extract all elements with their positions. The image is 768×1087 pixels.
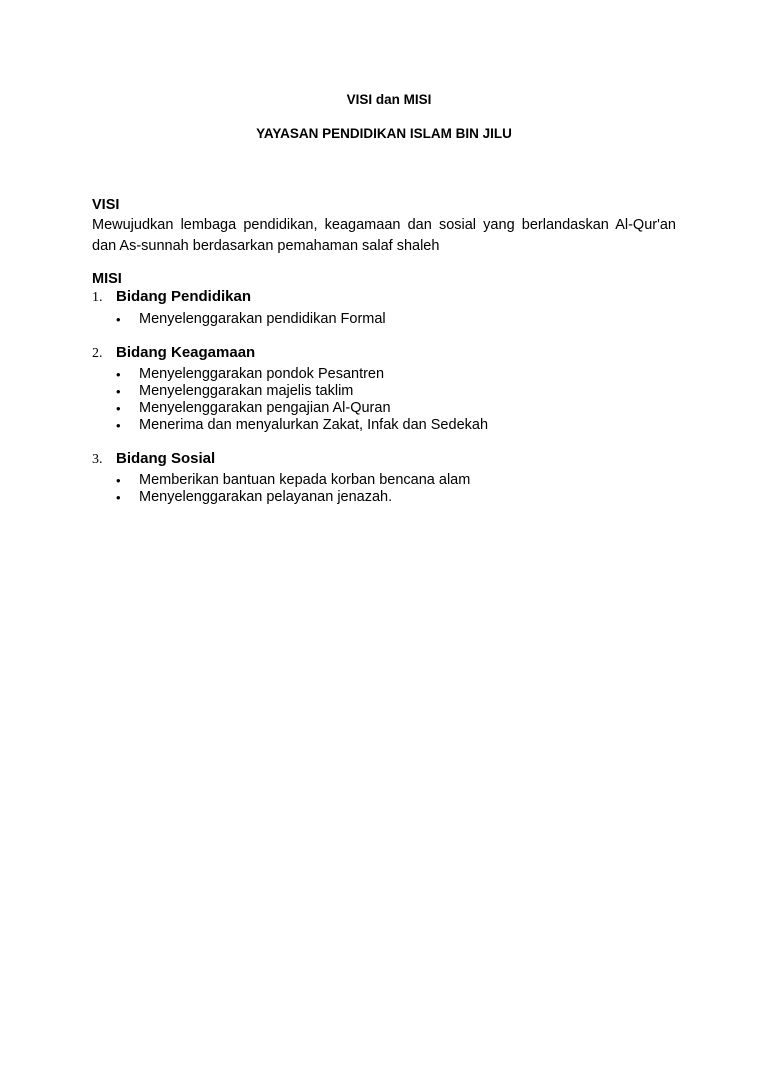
bullet-icon: • bbox=[116, 473, 121, 488]
bidang-keagamaan bbox=[92, 344, 692, 434]
list-item-text: Menyelenggarakan pondok Pesantren bbox=[139, 366, 385, 382]
bullet-icon: • bbox=[116, 418, 121, 433]
visi-heading: VISI bbox=[92, 197, 120, 213]
document-title: VISI dan MISI bbox=[346, 92, 432, 107]
bidang-title: Bidang Sosial bbox=[116, 450, 216, 467]
list-item bbox=[92, 311, 692, 328]
document-subtitle: YAYASAN PENDIDIKAN ISLAM BIN JILU bbox=[256, 126, 512, 141]
list-item bbox=[92, 400, 692, 417]
bidang-title: Bidang Pendidikan bbox=[116, 288, 252, 305]
bidang-items bbox=[92, 366, 692, 434]
list-item-text: Menyelenggarakan pendidikan Formal bbox=[139, 311, 386, 327]
misi-heading: MISI bbox=[92, 271, 122, 287]
list-item-text: Menyelenggarakan pengajian Al-Quran bbox=[139, 400, 391, 416]
bidang-number: 1. bbox=[92, 290, 103, 305]
bullet-icon: • bbox=[116, 401, 121, 416]
bullet-icon: • bbox=[116, 490, 121, 505]
bidang-number: 3. bbox=[92, 452, 103, 467]
list-item bbox=[92, 383, 692, 400]
list-item bbox=[92, 472, 692, 489]
bidang-items bbox=[92, 311, 692, 328]
visi-text: Mewujudkan lembaga pendidikan, keagamaan dan sosial yang berlandaskan Al-Qur'an dan As-sunnah berdasarkan pemahaman salaf shaleh bbox=[92, 217, 676, 254]
bidang-title: Bidang Keagamaan bbox=[116, 344, 256, 361]
list-item bbox=[92, 417, 692, 434]
bullet-icon: • bbox=[116, 367, 121, 382]
list-item-text: Menerima dan menyalurkan Zakat, Infak dan Sedekah bbox=[139, 417, 489, 433]
bullet-icon: • bbox=[116, 384, 121, 399]
list-item bbox=[92, 366, 692, 383]
list-item-text: Menyelenggarakan majelis taklim bbox=[139, 383, 354, 399]
bidang-items bbox=[92, 472, 692, 506]
bullet-icon: • bbox=[116, 312, 121, 327]
bidang-sosial bbox=[92, 450, 692, 506]
list-item bbox=[92, 489, 692, 506]
list-item-text: Menyelenggarakan pelayanan jenazah. bbox=[139, 489, 393, 505]
bidang-pendidikan bbox=[92, 288, 692, 328]
bidang-number: 2. bbox=[92, 346, 103, 361]
list-item-text: Memberikan bantuan kepada korban bencana alam bbox=[139, 472, 471, 488]
